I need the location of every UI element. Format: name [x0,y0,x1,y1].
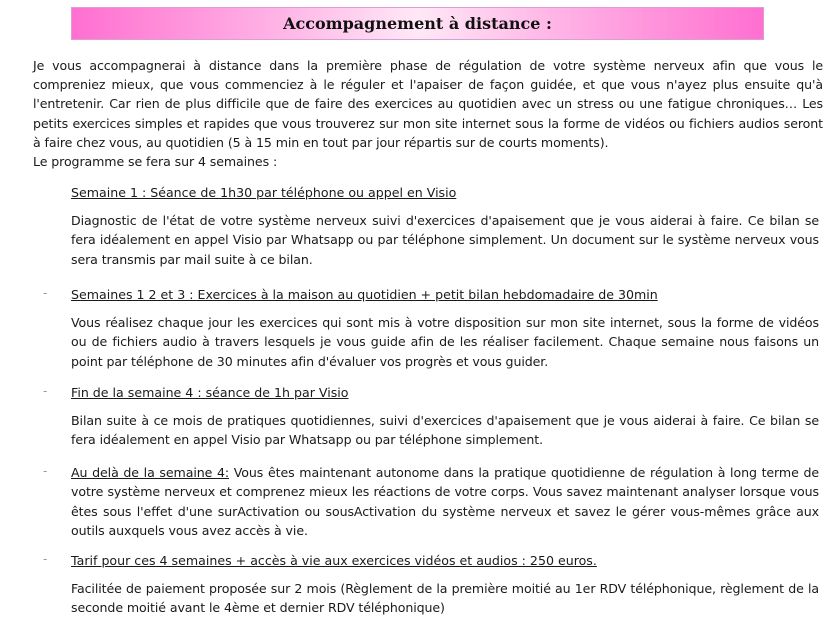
intro-section [33,56,823,171]
item-beyond-week-4-rest: Vous êtes maintenant autonome dans la pratique quotidienne de régulation à long terme de votre système nerveux et comprenez mieux les réactions de votre corps. Vous savez maintenant analyser lorsque vous êtes sous l'effet d'une surActivation ou sousActivation du système nerveux et savez le gérer vous-mêmes grâce aux outils auxquels vous avez accès à vie. [71,465,819,539]
item-beyond-week-4-title: Au delà de la semaine 4: [71,465,230,480]
intro-paragraph: Je vous accompagnerai à distance dans la première phase de régulation de votre système nerveux afin que vous le compreniez mieux, que vous commenciez à le réguler et l'apaiser de façon guidée, et que vous n'ayez plus ensuite qu'à l'entretenir. Car rien de plus difficile que de faire des exercices au quotidien avec un stress ou une fatigue chroniques… Les petits exercices simples et rapides que vous trouverez sur mon site internet sous la forme de vidéos ou fichiers audios seront à faire chez vous, au quotidien (5 à 15 min en tout par jour répartis sur de courts moments). [33,58,823,150]
item-price-title: Tarif pour ces 4 semaines + accès à vie aux exercices vidéos et audios : [71,553,526,568]
item-week-4-end [43,383,819,450]
item-weeks-1-3-body: Vous réalisez chaque jour les exercices qui sont mis à votre disposition sur mon site internet, sous la forme de vidéos ou de fichiers audio à travers lesquels je vous guide afin de les réaliser facilement. Chaque semaine nous faisons un point par téléphone de 30 minutes afin d'évaluer vos progrès et vous guider. [71,315,819,369]
item-price-body: Facilitée de paiement proposée sur 2 mois (Règlement de la première moitié au 1er RDV téléphonique, règlement de la seconde moitié avant le 4ème et dernier RDV téléphonique) [71,581,819,616]
item-week-4-end-body: Bilan suite à ce mois de pratiques quotidiennes, suivi d'exercices d'apaisement que je vous aiderai à faire. Ce bilan se fera idéalement en appel Visio par Whatsapp ou par téléphone simplement. [71,413,819,448]
item-beyond-week-4 [43,463,819,541]
item-weeks-1-3 [43,285,819,371]
bullet-icon: - [43,286,48,300]
item-price-line [71,551,819,570]
item-week-4-end-title: Fin de la semaine 4 : séance de 1h par Visio [71,385,349,400]
item-week-1-body: Diagnostic de l'état de votre système nerveux suivi d'exercices d'apaisement que je vous aiderai à faire. Ce bilan se fera idéalement en appel Visio par Whatsapp ou par téléphone simplement. Un document sur le système nerveux vous sera transmis par mail suite à ce bilan. [71,213,819,267]
item-weeks-1-3-title: Semaines 1 2 et 3 : Exercices à la maison au quotidien + petit bilan hebdomadaire de 30min [71,287,658,302]
item-price [43,551,819,618]
item-week-1-title: Semaine 1 : Séance de 1h30 par téléphone ou appel en Visio [71,185,457,200]
bullet-icon: - [43,464,48,478]
intro-program-line: Le programme se fera sur 4 semaines : [33,154,278,170]
item-beyond-week-4-text [71,463,819,541]
bullet-icon: - [43,552,48,566]
page-title: Accompagnement à distance : [71,7,764,40]
item-week-1 [71,183,819,269]
bullet-icon: - [43,384,48,398]
item-price-value: 250 euros. [525,553,597,568]
